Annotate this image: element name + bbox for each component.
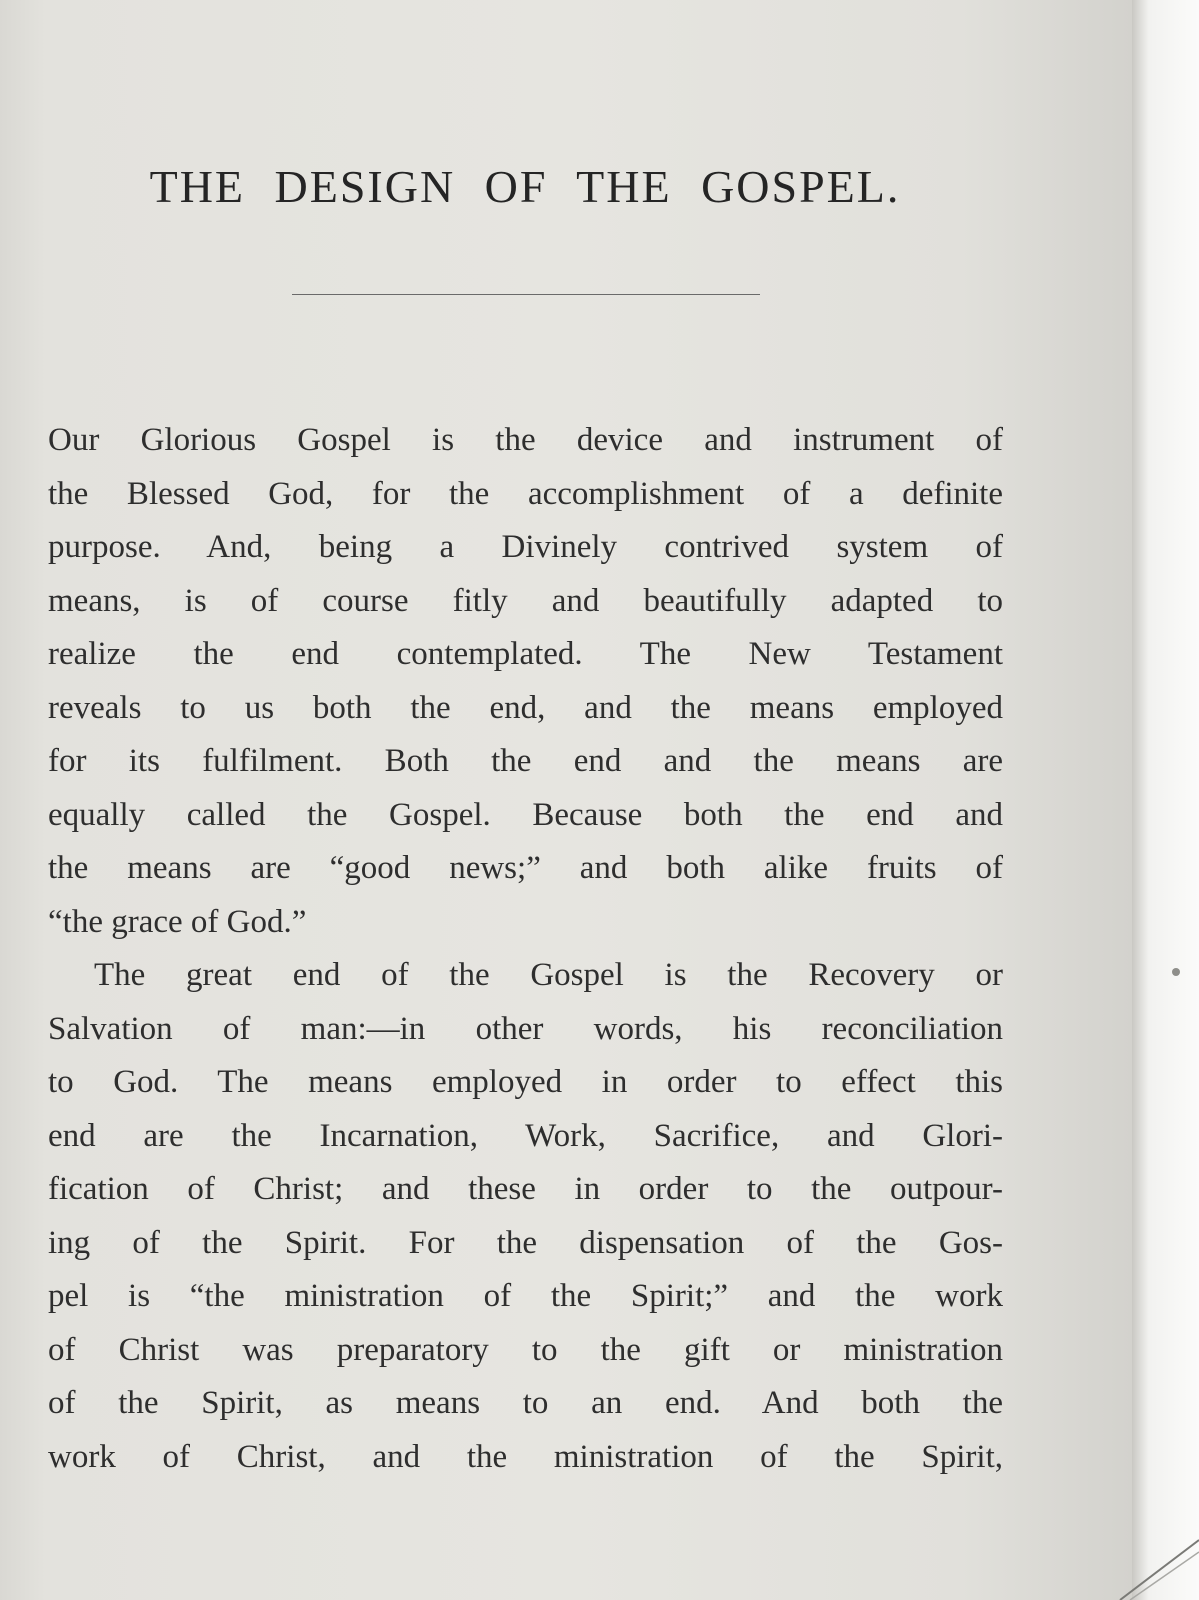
text-line: fication of Christ; and these in order to the outpour- (48, 1171, 1003, 1207)
text-line: ing of the Spirit. For the dispensation of the Gos- (48, 1224, 1003, 1261)
text-line: reveals to us both the end, and the means employed (48, 689, 1003, 726)
text-line: equally called the Gospel. Because both the end and (48, 796, 1003, 833)
text-line: realize the end contemplated. The New Testament (48, 636, 1003, 672)
text-line: the Blessed God, for the accomplishment of a definite (48, 475, 1003, 512)
text-line: of the Spirit, as means to an end. And both the (48, 1385, 1003, 1421)
title-divider-rule (292, 294, 760, 295)
body-text (48, 414, 1003, 1484)
text-line: to God. The means employed in order to effect this (48, 1064, 1003, 1100)
text-line: Salvation of man:—in other words, his reconciliation (48, 1010, 1003, 1047)
page-corner-fold (1100, 1500, 1199, 1600)
text-line: for its fulfilment. Both the end and the means are (48, 743, 1003, 779)
text-line: The great end of the Gospel is the Recovery or (94, 957, 1003, 993)
text-line: the means are “good news;” and both alike fruits of (48, 850, 1003, 886)
chapter-title: THE DESIGN OF THE GOSPEL. (149, 161, 901, 212)
paragraph-2 (48, 949, 1003, 1484)
text-line: “the grace of God.” (48, 903, 307, 940)
text-line: purpose. And, being a Divinely contrived system of (48, 529, 1003, 565)
text-line: of Christ was preparatory to the gift or ministration (48, 1331, 1003, 1368)
text-line: end are the Incarnation, Work, Sacrifice, and Glori- (48, 1117, 1003, 1154)
text-line: pel is “the ministration of the Spirit;” and the work (48, 1278, 1003, 1314)
text-line: Our Glorious Gospel is the device and instrument of (48, 422, 1003, 458)
text-line: means, is of course fitly and beautifully adapted to (48, 582, 1003, 619)
paper-speck (1172, 968, 1180, 976)
paragraph-1 (48, 414, 1003, 949)
text-line: work of Christ, and the ministration of the Spirit, (48, 1438, 1003, 1475)
page-edge-background (1132, 0, 1199, 1600)
